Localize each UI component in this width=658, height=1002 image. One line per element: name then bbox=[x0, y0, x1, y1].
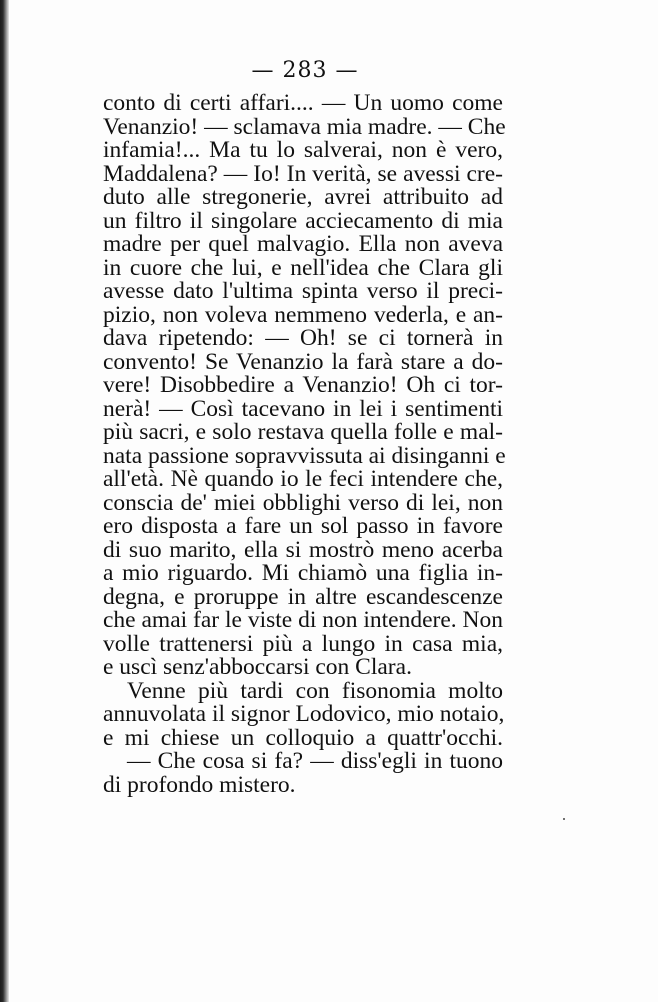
text-line: conto di certi affari.... — Un uomo come bbox=[103, 90, 503, 116]
page-binding-edge bbox=[0, 0, 9, 1002]
text-line: madre per quel malvagio. Ella non aveva bbox=[103, 231, 503, 257]
text-line: vere! Disobbedire a Venanzio! Oh ci tor- bbox=[103, 372, 503, 398]
text-line: convento! Se Venanzio la farà stare a do- bbox=[103, 348, 503, 375]
text-line: nata passione sopravvissuta ai disinganni e bbox=[103, 442, 506, 469]
text-line: duto alle stregonerie, avrei attribuito ad bbox=[103, 184, 503, 210]
text-line: Venanzio! — sclamava mia madre. — Che bbox=[103, 113, 506, 140]
body-text bbox=[103, 90, 506, 798]
text-line: volle trattenersi più a lungo in casa mia, bbox=[103, 630, 503, 657]
text-line: Maddalena? — Io! In verità, se avessi cre- bbox=[103, 160, 503, 187]
text-line: — Che cosa si fa? — diss'egli in tuono bbox=[127, 748, 503, 774]
text-line: all'età. Nè quando io le feci intendere che, bbox=[103, 466, 503, 492]
text-line: infamia!... Ma tu lo salverai, non è vero, bbox=[103, 137, 503, 163]
text-line: di suo marito, ella si mostrò meno acerba bbox=[103, 536, 503, 563]
text-line: che amai far le viste di non intendere. Non bbox=[103, 607, 504, 633]
text-line: e mi chiese un colloquio a quattr'occhi. bbox=[103, 724, 503, 751]
text-line: più sacri, e solo restava quella folle e mal- bbox=[103, 419, 503, 445]
page-number: — 283 — bbox=[251, 58, 359, 83]
text-line: a mio riguardo. Mi chiamò una figlia in- bbox=[103, 560, 503, 586]
text-line: ero disposta a fare un sol passo in favore bbox=[103, 513, 503, 539]
text-line: pizio, non voleva nemmeno vederla, e an- bbox=[103, 301, 503, 328]
text-line: conscia de' miei obblighi verso di lei, non bbox=[103, 489, 503, 516]
text-line: nerà! — Così tacevano in lei i sentimenti bbox=[103, 395, 503, 422]
text-line: dava ripetendo: — Oh! se ci tornerà in bbox=[103, 325, 503, 351]
ink-speck bbox=[563, 818, 565, 820]
text-line: e uscì senz'abboccarsi con Clara. bbox=[103, 654, 412, 680]
text-line: avesse dato l'ultima spinta verso il preci- bbox=[103, 278, 503, 304]
text-line: degna, e proruppe in altre escandescenze bbox=[103, 583, 503, 610]
text-line: Venne più tardi con fisonomia molto bbox=[127, 677, 503, 704]
text-line: annuvolata il signor Lodovico, mio notaio, bbox=[103, 701, 505, 727]
text-line: di profondo mistero. bbox=[103, 771, 296, 798]
text-line: in cuore che lui, e nell'idea che Clara gli bbox=[103, 254, 503, 281]
text-line: un filtro il singolare acciecamento di mia bbox=[103, 207, 503, 234]
